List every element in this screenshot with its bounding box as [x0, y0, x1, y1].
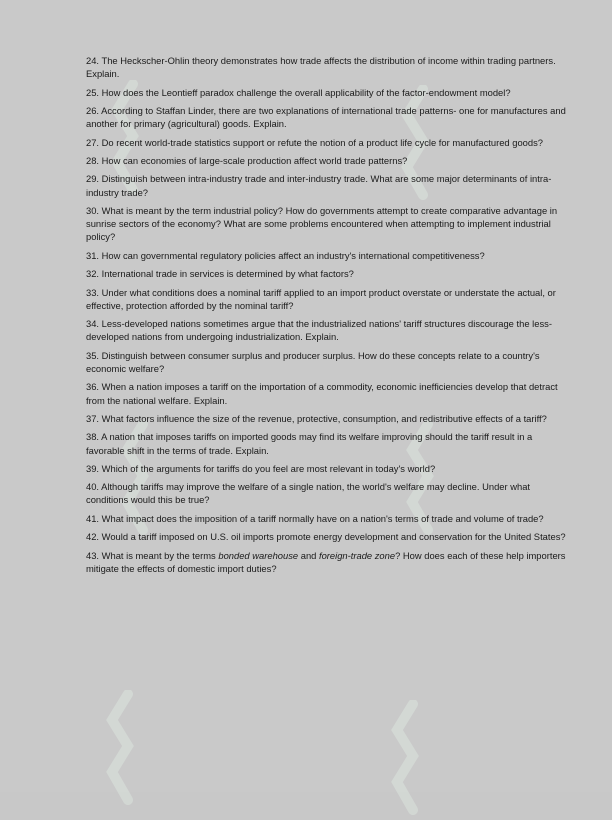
question-41: 41. What impact does the imposition of a tariff normally have on a nation's terms of trade and volume of trade?	[86, 512, 544, 524]
question-40: 40. Although tariffs may improve the welfare of a single nation, the world's welfare may decline. Under what conditions would this be true?	[86, 481, 531, 506]
question-27: 27. Do recent world-trade statistics support or refute the notion of a product life cycle for manufactured goods?	[86, 136, 544, 148]
question-24: 24. The Heckscher-Ohlin theory demonstrates how trade affects the distribution of income within trading partners. Explain.	[86, 55, 556, 80]
question-37: 37. What factors influence the size of the revenue, protective, consumption, and redistributive effects of a tariff?	[86, 412, 547, 424]
question-29: 29. Distinguish between intra-industry trade and inter-industry trade. What are some major determinants of intra-industry trade?	[86, 173, 552, 198]
question-35: 35. Distinguish between consumer surplus and producer surplus. How do these concepts relate to a country's economic welfare?	[86, 349, 540, 374]
question-34: 34. Less-developed nations sometimes argue that the industrialized nations' tariff structures discourage the less-developed nations from undergoing industrialization. Explain.	[86, 318, 552, 343]
question-30: 30. What is meant by the term industrial policy? How do governments attempt to create comparative advantage in sunrise sectors of the economy? What are some problems encountered when attempting to implement industrial policy?	[86, 204, 558, 243]
term-foreign-trade-zone: foreign-trade zone	[318, 549, 396, 561]
question-31: 31. How can governmental regulatory policies affect an industry's international competitiveness?	[86, 249, 485, 261]
q43-part: and	[298, 549, 319, 561]
watermark-logo-icon	[385, 700, 425, 820]
question-33: 33. Under what conditions does a nominal tariff applied to an import product overstate or understate the actual, or effective, protection afforded by the nominal tariff?	[86, 286, 556, 311]
term-bonded-warehouse: bonded warehouse	[218, 549, 299, 561]
question-28: 28. How can economies of large-scale production affect world trade patterns?	[86, 154, 408, 166]
question-42: 42. Would a tariff imposed on U.S. oil imports promote energy development and conservation for the United States?	[86, 531, 566, 543]
question-26: 26. According to Staffan Linder, there are two explanations of international trade patterns- one for manufactures and another for primary (agricultural) goods. Explain.	[86, 104, 566, 130]
question-25: 25. How does the Leontieff paradox challenge the overall applicability of the factor-endowment model?	[86, 86, 511, 98]
question-36: 36. When a nation imposes a tariff on the importation of a commodity, economic inefficiencies develop that detract from the national welfare. Explain.	[86, 381, 558, 406]
question-32: 32. International trade in services is determined by what factors?	[86, 268, 354, 280]
question-list	[86, 54, 572, 580]
question-38: 38. A nation that imposes tariffs on imported goods may find its welfare improving should the tariff result in a favorable shift in the terms of trade. Explain.	[86, 431, 533, 456]
q43-part: ? How does each of these help importers mitigate the effects of domestic import duties?	[86, 549, 566, 574]
q43-part: 43. What is meant by the terms	[86, 549, 219, 561]
question-43	[86, 549, 572, 575]
question-39: 39. Which of the arguments for tariffs do you feel are most relevant in today's world?	[86, 462, 436, 474]
watermark-logo-icon	[100, 690, 140, 810]
